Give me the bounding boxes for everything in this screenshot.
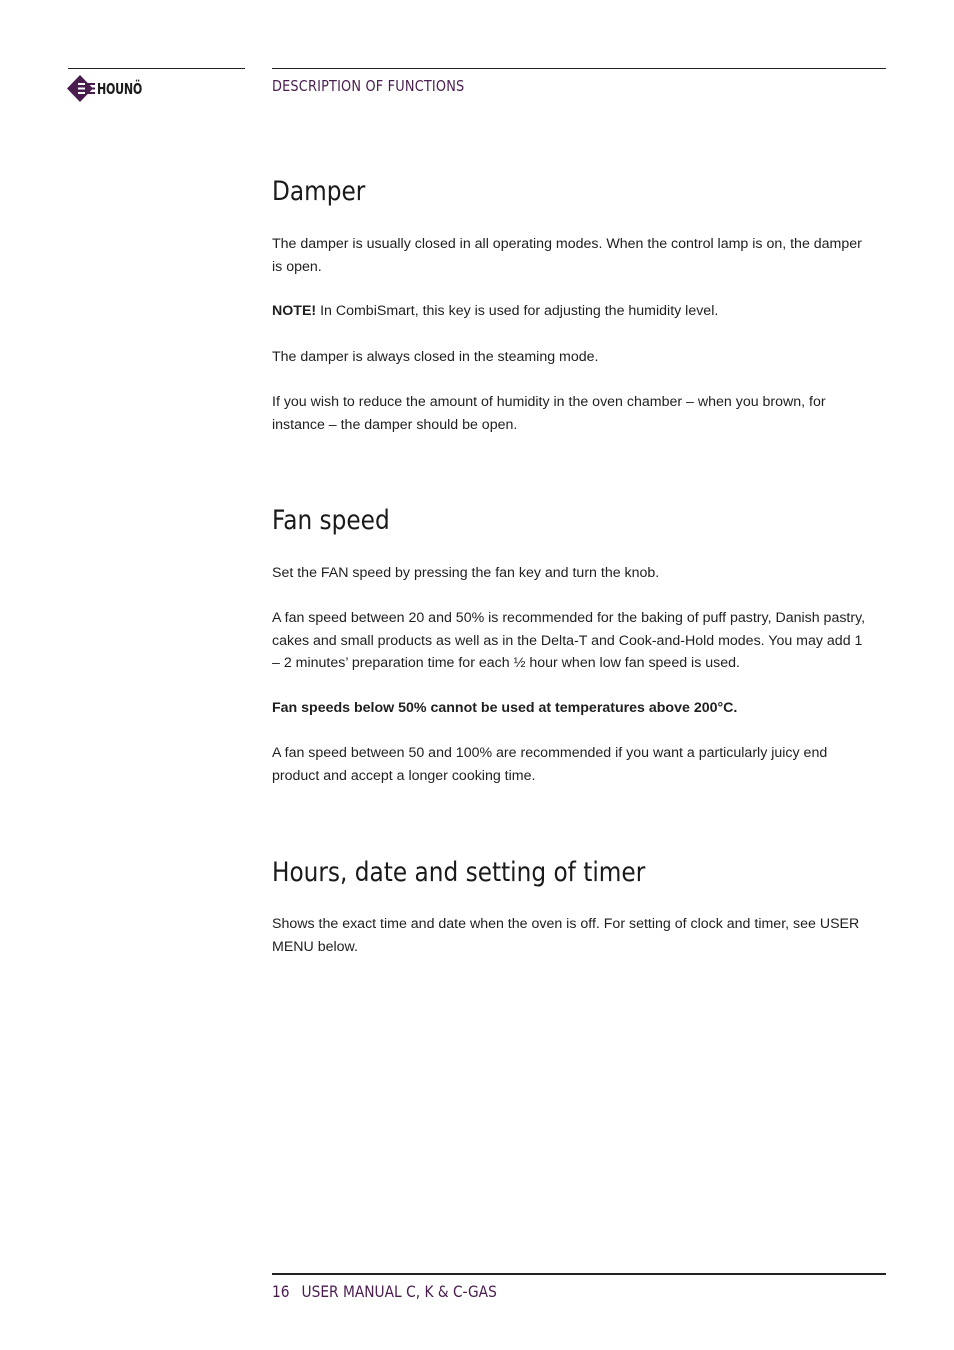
- page-number: 16: [272, 1282, 290, 1301]
- paragraph-warning: Fan speeds below 50% cannot be used at temperatures above 200°C.: [272, 700, 738, 716]
- heading-hours-date-timer: Hours, date and setting of timer: [272, 857, 646, 888]
- paragraph-note: [272, 300, 872, 323]
- manual-title: USER MANUAL C, K & C-GAS: [301, 1282, 497, 1301]
- header-rule-left: [68, 68, 245, 69]
- paragraph: Set the FAN speed by pressing the fan key and turn the knob.: [272, 565, 660, 581]
- houno-diamond-icon: [67, 75, 95, 102]
- footer-rule: [272, 1273, 886, 1275]
- heading-fan-speed: Fan speed: [272, 505, 390, 536]
- paragraph: A fan speed between 50 and 100% are recommended if you want a particularly juicy end product and accept a longer cooking time.: [272, 745, 828, 784]
- paragraph: The damper is always closed in the steaming mode.: [272, 349, 599, 365]
- note-label: NOTE!: [272, 303, 317, 319]
- section-label: DESCRIPTION OF FUNCTIONS: [272, 77, 465, 95]
- paragraph: A fan speed between 20 and 50% is recommended for the baking of puff pastry, Danish pastry, cakes and small products as well as in the Delta-T and Cook-and-Hold modes. You may add 1 – 2 minutes’ preparation time for each ½ hour when low fan speed is used.: [272, 610, 866, 671]
- brand-logo-text: HOUNÖ: [97, 79, 143, 98]
- paragraph: If you wish to reduce the amount of humidity in the oven chamber – when you brown, for instance – the damper should be open.: [272, 394, 826, 433]
- brand-logo: [67, 75, 152, 102]
- page-footer: [272, 1282, 497, 1301]
- note-text: In CombiSmart, this key is used for adjusting the humidity level.: [316, 303, 719, 319]
- header-rule-right: [272, 68, 886, 69]
- heading-damper: Damper: [272, 176, 366, 207]
- paragraph: Shows the exact time and date when the oven is off. For setting of clock and timer, see USER MENU below.: [272, 916, 860, 955]
- paragraph: The damper is usually closed in all operating modes. When the control lamp is on, the damper is open.: [272, 236, 862, 275]
